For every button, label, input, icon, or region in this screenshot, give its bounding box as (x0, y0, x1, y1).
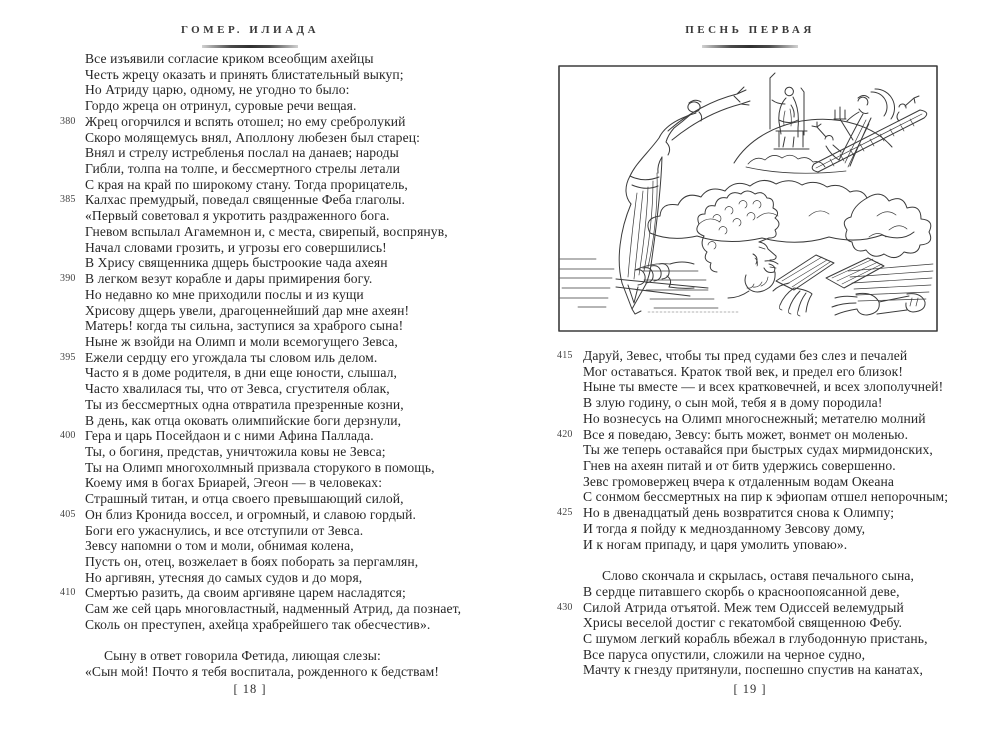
verse-text: Гибли, толпа на толпе, и бессмертного стрелы летали (85, 161, 400, 177)
poem-line (557, 348, 948, 364)
poem-line (60, 538, 461, 554)
verse-number (60, 475, 85, 491)
poem-line (557, 364, 948, 380)
poem-line (557, 395, 948, 411)
verse-text: В злую годину, о сын мой, тебя я в дому породила! (583, 395, 883, 411)
illustration-thetis-and-briareus (558, 65, 938, 332)
verse-number: 405 (60, 508, 76, 520)
verse-text: Гордо жреца он отринул, суровые речи вещая. (85, 98, 357, 114)
poem-line (60, 224, 461, 240)
page-number-right: [ 19 ] (733, 682, 767, 696)
verse-number (60, 130, 85, 146)
verse-text: Смертью разить, да своим аргивяне царем насладятся; (85, 585, 406, 601)
running-head-right: ПЕСНЬ ПЕРВАЯ (685, 24, 815, 36)
poem-line (60, 98, 461, 114)
verse-text: Все паруса опустили, сложили на черное судно, (583, 646, 866, 662)
verse-text: Начал словами грозить, и угрозы его совершились! (85, 239, 387, 255)
verse-number (60, 523, 85, 539)
poem-right (557, 348, 948, 678)
verse-number (60, 98, 85, 114)
verse-number (60, 444, 85, 460)
poem-line (60, 444, 461, 460)
poem-line (60, 413, 461, 429)
verse-number (557, 631, 583, 647)
poem-line (60, 145, 461, 161)
verse-text: Ты на Олимп многохолмный призвала сторукого в помощь, (85, 459, 435, 475)
verse-text: С шумом легкий корабль вбежал в глубодонную пристань, (583, 630, 928, 646)
poem-line (60, 255, 461, 271)
verse-number (60, 617, 85, 633)
verse-text: Боги его ужаснулись, и все отступили от Зевса. (85, 522, 364, 538)
poem-line (60, 365, 461, 381)
verse-text: В легком везут корабле и дары примирения богу. (85, 271, 373, 287)
verse-text: Сам же сей царь многовластный, надменный Атрид, да познает, (85, 601, 462, 617)
verse-number: 420 (557, 428, 573, 440)
verse-text: Но вознесусь на Олимп многоснежный; метателю молний (583, 410, 926, 426)
verse-number (60, 240, 85, 256)
verse-number: 380 (60, 115, 76, 127)
ground-hatching (560, 259, 718, 308)
poseidon-group (812, 89, 927, 172)
poem-line (557, 537, 948, 553)
verse-text: Гера и царь Посейдаон и с ними Афина Паллада. (85, 428, 374, 444)
poem-line (557, 521, 948, 537)
verse-text: Калхас премудрый, поведал священные Феба глаголы. (85, 192, 406, 208)
verse-text: Ныне ты вместе — и всех кратковечней, и всех злополучней! (583, 379, 944, 395)
verse-text: И тогда я пойду к меднозданному Зевсову дому, (583, 520, 866, 536)
verse-text: Ты же теперь оставайся при быстрых судах мирмидонских, (583, 442, 933, 458)
verse-text: Хрисову дщерь увели, драгоценнейший дар мне ахеян! (85, 302, 410, 318)
verse-number (60, 664, 85, 680)
verse-text: В Хрису священника дщерь быстроокие чада ахеян (85, 255, 388, 271)
poem-line (60, 240, 461, 256)
poem-line (60, 570, 461, 586)
header-divider-right (702, 45, 798, 48)
verse-number (60, 491, 85, 507)
verse-number (60, 82, 85, 98)
verse-text: Жрец огорчился и вспять отошел; но ему сребролукий (85, 113, 406, 129)
verse-text: «Сын мой! Почто я тебя воспитала, рожденного к бедствам! (85, 664, 439, 680)
poem-line (60, 617, 461, 633)
verse-number (557, 537, 583, 553)
poem-line (60, 428, 461, 444)
verse-number (60, 460, 85, 476)
poem-line (60, 114, 461, 130)
poem-line (60, 507, 461, 523)
verse-text: Часто хвалилася ты, что от Зевса, сгустителя облак, (85, 381, 390, 397)
verse-text: Но недавно ко мне приходили послы и из кущи (85, 286, 364, 302)
poem-line (60, 381, 461, 397)
verse-number (60, 570, 85, 586)
verse-number (60, 255, 85, 271)
blank-line (60, 633, 461, 649)
verse-number (557, 568, 583, 584)
poem-line (557, 427, 948, 443)
poem-line (60, 130, 461, 146)
running-head-left: ГОМЕР. ИЛИАДА (180, 24, 320, 36)
poem-line (60, 192, 461, 208)
poem-line (557, 505, 948, 521)
poem-line (557, 662, 948, 678)
verse-number: 410 (60, 587, 76, 599)
verse-number (557, 379, 583, 395)
verse-text: Часто я в доме родителя, в дни еще юности, слышал, (85, 365, 397, 381)
verse-text: И к ногам припаду, и царя умолить уповаю». (583, 536, 848, 552)
poem-line (60, 523, 461, 539)
verse-number (60, 381, 85, 397)
page-number-left: [ 18 ] (233, 682, 267, 696)
verse-text: Страшный титан, и отца своего превышающий силой, (85, 491, 404, 507)
verse-text: Даруй, Зевес, чтобы ты пред судами без слез и печалей (583, 348, 908, 363)
verse-number (557, 489, 583, 505)
verse-number (60, 318, 85, 334)
verse-number (60, 177, 85, 193)
verse-number (60, 145, 85, 161)
verse-text: Мог оставаться. Краток твой век, и предел его близок! (583, 363, 903, 379)
poem-line (557, 631, 948, 647)
verse-number (60, 51, 85, 67)
verse-text: Гнев на ахеян питай и от битв удержись совершенно. (583, 458, 896, 474)
poem-line (60, 491, 461, 507)
verse-text: Все изъявили согласие криком всеобщим ахейцы (85, 51, 374, 66)
poem-line (557, 584, 948, 600)
verse-text: Зевс громовержец вчера к отдаленным водам Океана (583, 473, 895, 489)
verse-text: Внял и стрелу истребленья послал на данаев; народы (85, 145, 399, 161)
poem-line (60, 82, 461, 98)
poem-line (60, 208, 461, 224)
poem-line (60, 287, 461, 303)
verse-text: Честь жрецу оказать и принять блистательный выкуп; (85, 66, 404, 82)
verse-text: Пусть он, отец, возжелает в боях поборать за пергамлян, (85, 554, 419, 569)
blank-line (557, 552, 948, 568)
poem-line (60, 318, 461, 334)
verse-text: Зевсу напомни о том и моли, обнимая колена, (85, 538, 354, 554)
poem-line (557, 647, 948, 663)
poem-line (60, 585, 461, 601)
verse-number (557, 364, 583, 380)
poem-line (60, 51, 461, 67)
clouds (648, 180, 931, 257)
poem-line (557, 411, 948, 427)
verse-number (557, 521, 583, 537)
verse-number (557, 411, 583, 427)
verse-number (557, 474, 583, 490)
verse-number (557, 458, 583, 474)
verse-text: Ежели сердцу его угождала ты словом иль делом. (85, 349, 378, 365)
verse-number (60, 601, 85, 617)
verse-number (60, 208, 85, 224)
verse-text: Все я поведаю, Зевсу: быть может, вонмет он моленью. (583, 426, 909, 442)
verse-text: В день, как отца оковать олимпийские боги дерзнули, (85, 412, 402, 428)
verse-text: Ныне ж взойди на Олимп и моли всемогущего Зевса, (85, 333, 398, 349)
verse-number: 425 (557, 507, 573, 519)
verse-number: 395 (60, 351, 76, 363)
verse-text: В сердце питавшего скорбь о красноопоясанной деве, (583, 583, 900, 599)
poem-line (60, 601, 461, 617)
verse-text: Ты из бессмертных одна отвратила презренные козни, (85, 396, 404, 412)
poem-line (557, 474, 948, 490)
verse-text: Но Атриду царю, одному, не угодно то было: (85, 82, 350, 98)
verse-text: Ты, о богиня, представ, уничтожила ковы не Зевса; (85, 443, 386, 459)
poem-line (557, 489, 948, 505)
verse-number (557, 442, 583, 458)
verse-number (60, 397, 85, 413)
poem-line (60, 648, 461, 664)
page-right (500, 0, 1000, 750)
verse-number (60, 538, 85, 554)
verse-text: С края на край по широкому стану. Тогда прорицатель, (85, 176, 408, 192)
verse-text: Гневом вспылал Агамемнон и, с места, свирепый, воспрянув, (85, 223, 448, 239)
poem-line (60, 334, 461, 350)
poem-line (60, 67, 461, 83)
verse-number (60, 413, 85, 429)
verse-number (60, 648, 85, 664)
verse-text: «Первый советовал я укротить раздраженного бога. (85, 208, 390, 224)
verse-number: 430 (557, 601, 573, 613)
verse-number: 385 (60, 194, 76, 206)
poem-line (60, 664, 461, 680)
verse-number (60, 161, 85, 177)
poem-line (60, 460, 461, 476)
verse-text: Хрисы веселой достиг с гекатомбой священною Фебу. (583, 615, 902, 631)
verse-number (60, 287, 85, 303)
verse-number (557, 662, 583, 678)
briareus-giant (616, 191, 933, 316)
poem-line (557, 615, 948, 631)
poem-left (60, 51, 461, 680)
verse-text: Слово скончала и скрылась, оставя печального сына, (602, 568, 915, 584)
poem-line (557, 600, 948, 616)
verse-number (60, 67, 85, 83)
verse-text: Сыну в ответ говорила Фетида, лиющая слезы: (104, 648, 381, 664)
header-divider-left (202, 45, 298, 48)
verse-text: Коему имя в богах Бриарей, Эгеон — в человеках: (85, 475, 383, 491)
verse-text: Но аргивян, утесняя до самых судов и до моря, (85, 569, 363, 585)
poem-line (557, 442, 948, 458)
verse-text: Он близ Кронида воссел, и огромный, и славою гордый. (85, 506, 416, 522)
poem-line (557, 379, 948, 395)
poem-line (557, 568, 948, 584)
verse-number: 415 (557, 350, 573, 361)
poem-line (60, 303, 461, 319)
poem-line (60, 554, 461, 570)
verse-number (60, 334, 85, 350)
verse-text: Мачту к гнезду притянули, поспешно спустив на канатах, (583, 662, 924, 678)
verse-text: Сколь он преступен, ахейца храбрейшего так обесчестив». (85, 616, 431, 632)
verse-number (60, 224, 85, 240)
poem-line (60, 475, 461, 491)
verse-number (557, 395, 583, 411)
verse-text: Но в двенадцатый день возвратится снова к Олимпу; (583, 505, 895, 521)
poem-line (60, 397, 461, 413)
verse-number: 390 (60, 273, 76, 285)
poem-line (60, 271, 461, 287)
verse-number (60, 365, 85, 381)
verse-text: Силой Атрида отъятой. Меж тем Одиссей велемудрый (583, 599, 904, 615)
verse-text: С сонмом бессмертных на пир к эфиопам отшел непорочным; (583, 489, 949, 505)
verse-number (557, 584, 583, 600)
verse-text: Скоро молящемусь внял, Аполлону любезен был старец: (85, 129, 420, 145)
verse-number (60, 554, 85, 570)
verse-number (557, 647, 583, 663)
poem-line (60, 161, 461, 177)
poem-line (60, 177, 461, 193)
verse-number: 400 (60, 430, 76, 442)
verse-text: Матерь! когда ты сильна, заступися за храброго сына! (85, 318, 404, 334)
verse-number (60, 303, 85, 319)
poem-line (557, 458, 948, 474)
poem-line (60, 350, 461, 366)
verse-number (557, 615, 583, 631)
